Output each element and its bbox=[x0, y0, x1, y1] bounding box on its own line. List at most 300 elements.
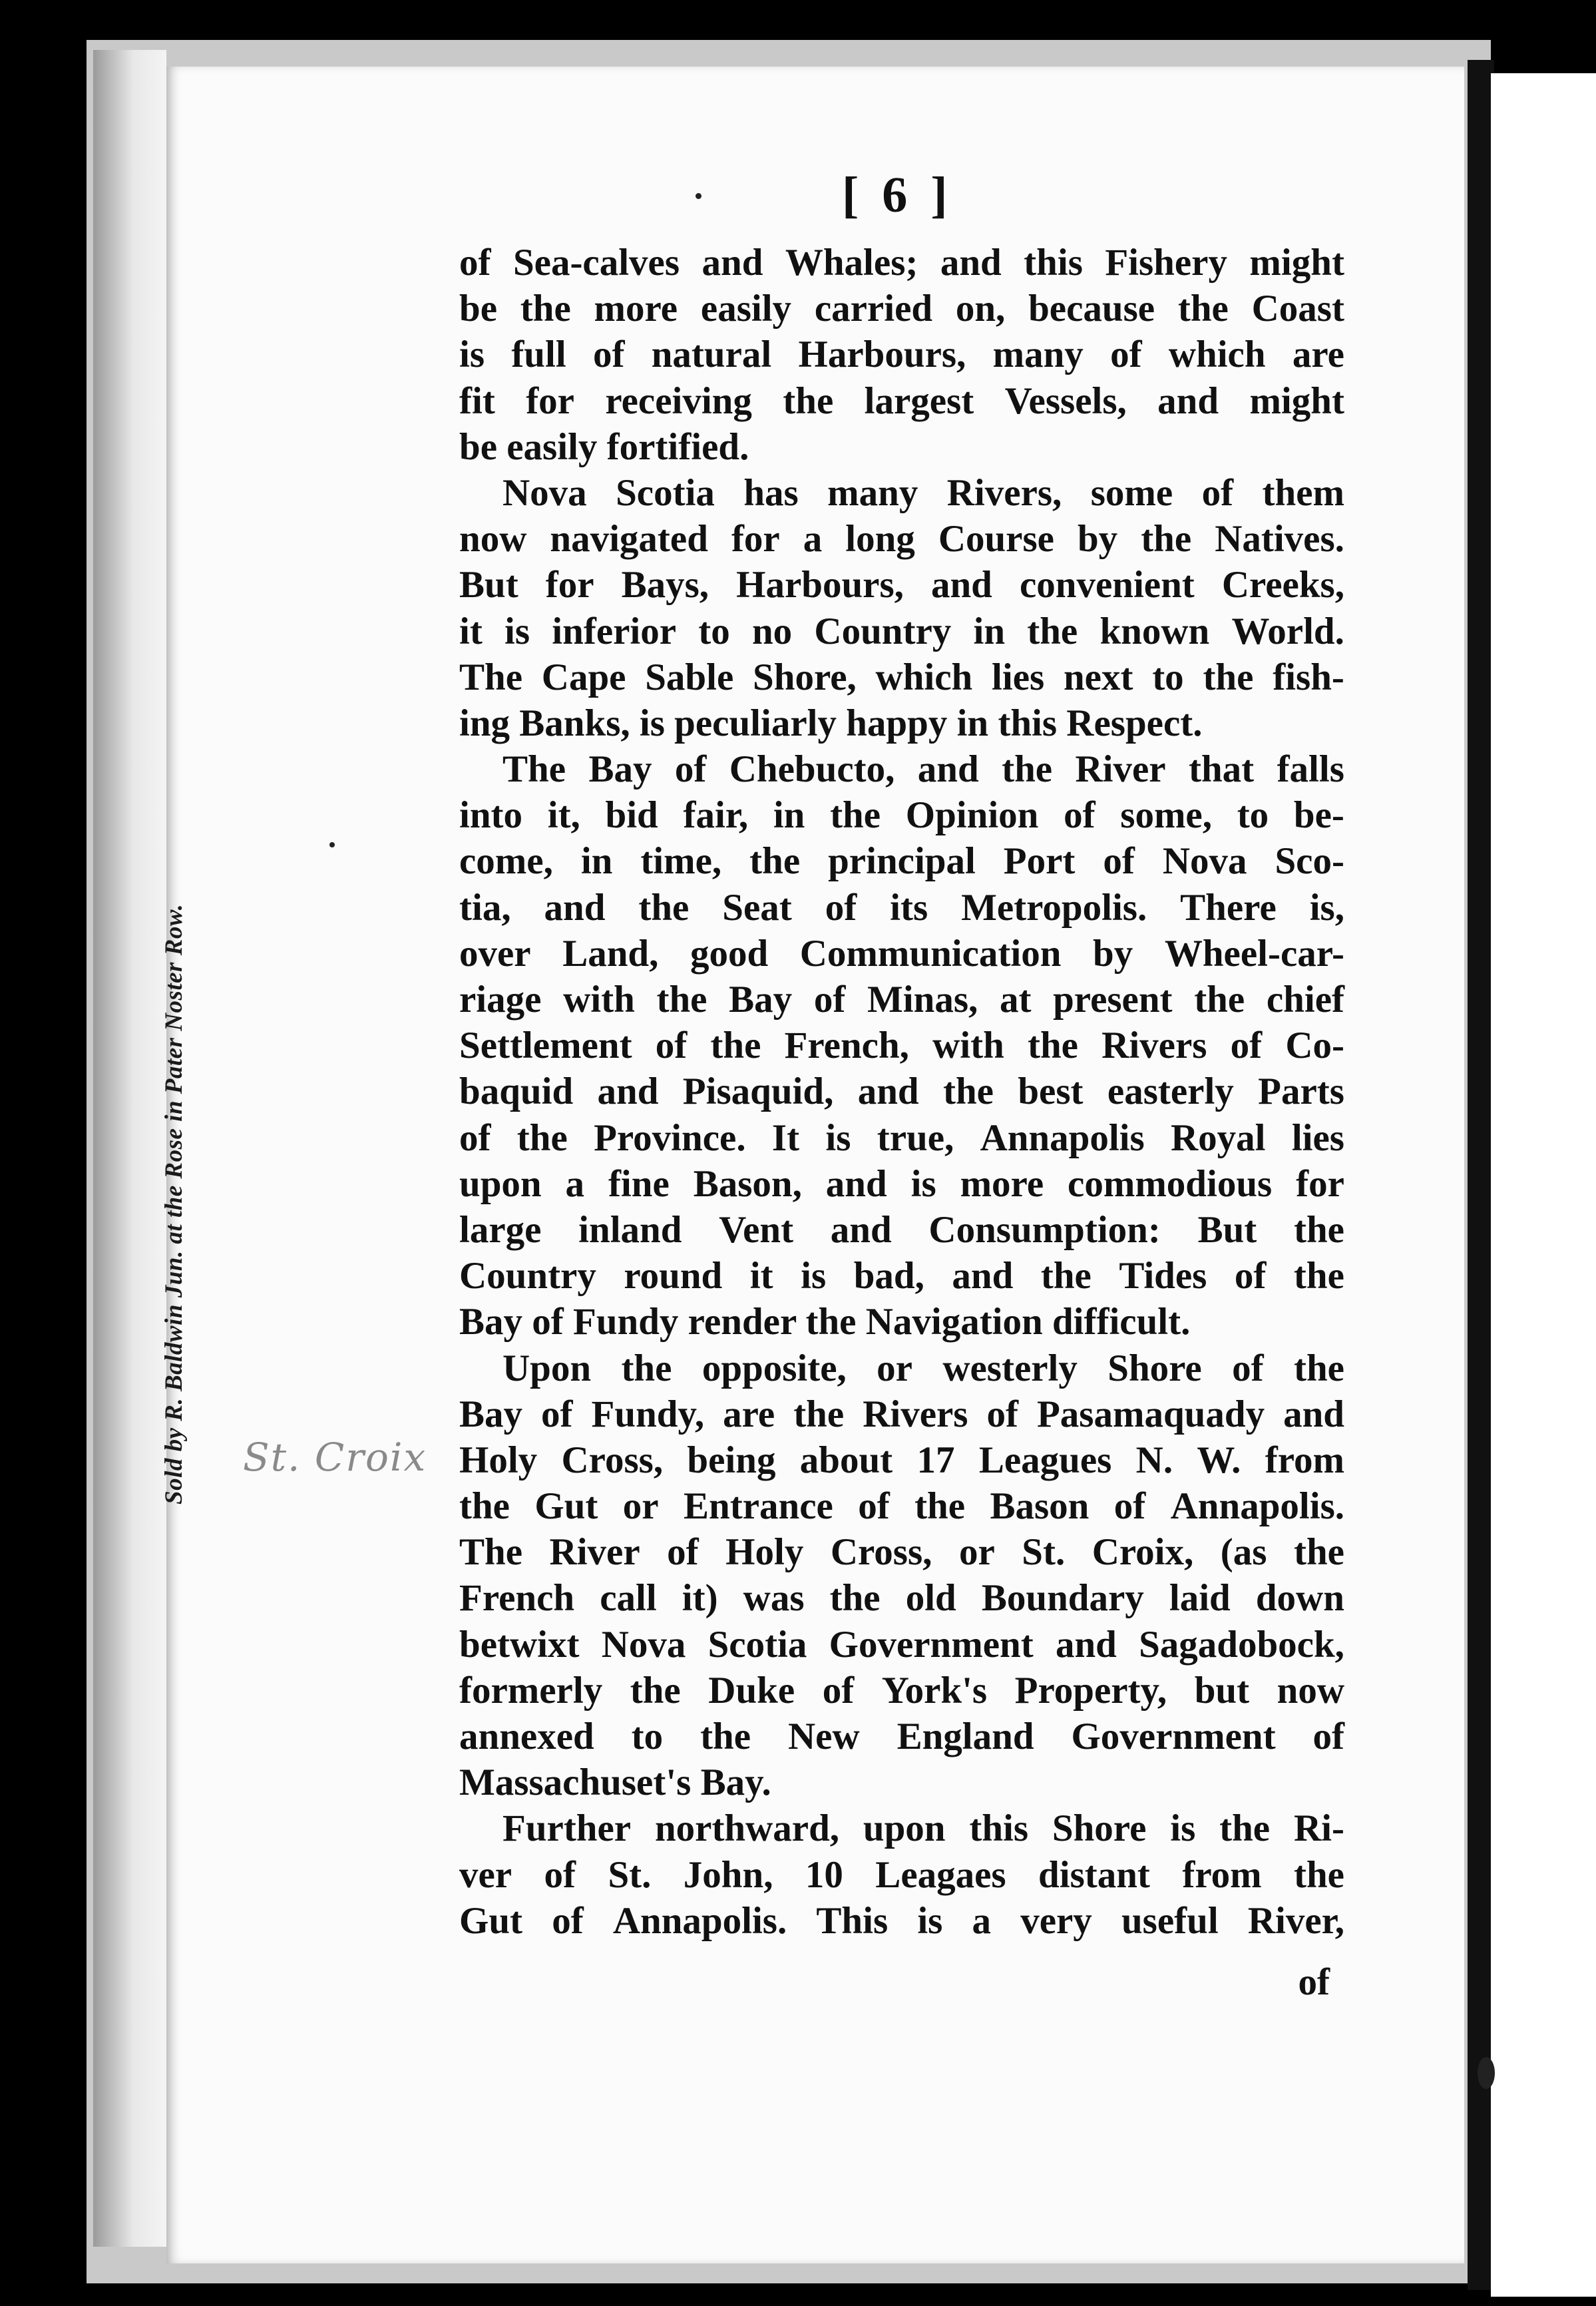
word: it) bbox=[682, 1577, 718, 1620]
word: is bbox=[1170, 1807, 1196, 1850]
word: for bbox=[1296, 1162, 1344, 1205]
text-line bbox=[459, 885, 1344, 931]
word: Nova bbox=[502, 471, 587, 514]
word: present bbox=[1053, 979, 1173, 1021]
word: There bbox=[1180, 886, 1277, 929]
word: Settlement bbox=[459, 1025, 632, 1067]
word: fair, bbox=[683, 794, 749, 837]
word: the bbox=[749, 840, 801, 883]
word: this bbox=[1024, 242, 1083, 284]
word: a bbox=[972, 1899, 992, 1942]
word: Metropolis. bbox=[961, 886, 1147, 929]
word: is bbox=[910, 1162, 936, 1205]
word: Vent bbox=[719, 1208, 794, 1251]
text-line bbox=[459, 286, 1344, 332]
catchword: of bbox=[1298, 1961, 1330, 2003]
word: and bbox=[952, 1255, 1014, 1297]
word: easterly bbox=[1107, 1070, 1234, 1113]
word: the bbox=[638, 886, 690, 929]
word: But bbox=[459, 564, 518, 606]
word: Country bbox=[814, 610, 952, 652]
word: Leagaes bbox=[875, 1853, 1006, 1896]
word: is bbox=[917, 1899, 943, 1942]
word: formerly bbox=[459, 1669, 603, 1712]
word: the bbox=[1028, 1025, 1078, 1067]
word: and bbox=[544, 886, 606, 929]
text-line bbox=[459, 378, 1344, 424]
word: in bbox=[580, 840, 613, 883]
word: the bbox=[1203, 656, 1254, 698]
word: fish- bbox=[1273, 656, 1344, 698]
word: W. bbox=[1197, 1439, 1241, 1481]
word: John, bbox=[683, 1853, 773, 1896]
word: 17 bbox=[916, 1439, 955, 1481]
word: upon bbox=[459, 1162, 542, 1205]
word: Cape bbox=[541, 656, 626, 698]
page-number: [ 6 ] bbox=[842, 167, 953, 223]
word: Scotia bbox=[707, 1623, 807, 1666]
text-line bbox=[459, 240, 1344, 286]
word: it, bbox=[547, 794, 580, 837]
word: the bbox=[459, 1485, 510, 1528]
text-line bbox=[459, 1575, 1344, 1621]
word: this bbox=[969, 1807, 1029, 1850]
word: the bbox=[1293, 1531, 1344, 1574]
word: Pasamaquady bbox=[1036, 1393, 1265, 1435]
word: be- bbox=[1293, 794, 1344, 837]
word: falls bbox=[1277, 748, 1344, 791]
word: of bbox=[544, 1853, 576, 1896]
word: with bbox=[932, 1025, 1004, 1067]
word: tia, bbox=[459, 886, 511, 929]
word: Consumption: bbox=[928, 1208, 1161, 1251]
word: Port bbox=[1003, 840, 1076, 883]
word: or bbox=[622, 1485, 659, 1528]
word: Bays, bbox=[621, 564, 709, 606]
word: and bbox=[917, 748, 979, 791]
word: no bbox=[751, 610, 793, 652]
word: the bbox=[630, 1669, 681, 1712]
word: of bbox=[825, 886, 857, 929]
word: full bbox=[511, 334, 566, 376]
word: Cross, bbox=[830, 1531, 932, 1574]
word: fit bbox=[459, 379, 495, 422]
word: its bbox=[890, 886, 928, 929]
text-line bbox=[459, 1345, 1344, 1391]
word: the bbox=[783, 379, 834, 422]
text-line bbox=[459, 1898, 1344, 1944]
word: baquid bbox=[459, 1070, 574, 1113]
ink-spot bbox=[1478, 2057, 1495, 2089]
word: because bbox=[1028, 288, 1155, 330]
word: the bbox=[1294, 1208, 1344, 1251]
word: But bbox=[1197, 1208, 1257, 1251]
word: England bbox=[897, 1716, 1034, 1757]
word: the bbox=[793, 1393, 845, 1435]
word: of bbox=[552, 1899, 584, 1942]
word: the bbox=[914, 1485, 966, 1528]
word: Holy bbox=[459, 1439, 538, 1481]
text-line bbox=[459, 1529, 1344, 1575]
word: is bbox=[825, 1116, 851, 1159]
word: long bbox=[845, 518, 915, 561]
word: Sea-calves bbox=[512, 242, 680, 284]
text-line bbox=[459, 654, 1344, 700]
word: and bbox=[1055, 1623, 1117, 1666]
word: commodious bbox=[1068, 1162, 1273, 1205]
word: laid bbox=[1169, 1577, 1231, 1620]
word: Land, bbox=[562, 932, 659, 975]
text-line bbox=[459, 608, 1344, 654]
word: the bbox=[830, 794, 881, 837]
text-line bbox=[459, 1253, 1344, 1299]
word: round bbox=[624, 1255, 723, 1297]
word: riage bbox=[459, 979, 542, 1021]
text-line bbox=[459, 931, 1344, 977]
word: Entrance bbox=[684, 1485, 833, 1528]
word: Government bbox=[1071, 1716, 1276, 1757]
word: down bbox=[1255, 1577, 1344, 1620]
word: and bbox=[940, 242, 1002, 284]
gutter-shadow bbox=[1468, 60, 1494, 2290]
word: bid bbox=[605, 794, 658, 837]
word: westerly bbox=[942, 1347, 1078, 1389]
word: the bbox=[1141, 518, 1192, 561]
word: Shore bbox=[1107, 1347, 1202, 1389]
word: of bbox=[1230, 1025, 1263, 1067]
word: about bbox=[799, 1439, 893, 1481]
text-line bbox=[459, 1668, 1344, 1714]
word: might bbox=[1249, 379, 1344, 422]
text-line bbox=[459, 516, 1344, 562]
word: and bbox=[830, 1208, 892, 1251]
word: or bbox=[877, 1347, 912, 1389]
word: good bbox=[690, 932, 769, 975]
word: Bason bbox=[990, 1485, 1090, 1528]
word: and bbox=[930, 564, 992, 606]
text-line bbox=[459, 1115, 1344, 1161]
word: come, bbox=[459, 840, 553, 883]
word: Course bbox=[938, 518, 1054, 561]
word: 10 bbox=[805, 1853, 843, 1896]
word: for bbox=[545, 564, 594, 606]
word: Natives. bbox=[1215, 518, 1344, 561]
word: Opinion bbox=[905, 794, 1039, 837]
word: the bbox=[1293, 1255, 1344, 1297]
word: for bbox=[731, 518, 780, 561]
word: Sco- bbox=[1275, 840, 1344, 883]
word: largest bbox=[864, 379, 974, 422]
word: The bbox=[459, 1531, 523, 1574]
word: are bbox=[1292, 334, 1344, 376]
text-line bbox=[459, 838, 1344, 884]
word: It bbox=[771, 1116, 800, 1159]
word: the bbox=[1219, 1807, 1271, 1850]
word: the bbox=[621, 1347, 672, 1389]
word: in bbox=[973, 610, 1006, 652]
word: Whales; bbox=[785, 242, 918, 284]
word: is bbox=[504, 610, 530, 652]
word: the bbox=[942, 1070, 994, 1113]
word: Country bbox=[459, 1255, 596, 1297]
word: ver bbox=[459, 1853, 512, 1896]
word: Bay bbox=[459, 1393, 523, 1435]
word: betwixt bbox=[459, 1623, 580, 1666]
word: Province. bbox=[594, 1116, 746, 1159]
word: Harbours, bbox=[736, 564, 904, 606]
word: some bbox=[1090, 471, 1173, 514]
word: River bbox=[1075, 748, 1166, 791]
word: Rivers, bbox=[946, 471, 1062, 514]
word: of bbox=[667, 1531, 699, 1574]
word: to bbox=[1152, 656, 1184, 698]
word: Minas, bbox=[867, 979, 978, 1021]
text-line bbox=[459, 470, 1344, 516]
word: St. bbox=[608, 1853, 652, 1896]
word: Seat bbox=[722, 886, 792, 929]
text-line bbox=[459, 1852, 1344, 1898]
word: next bbox=[1063, 656, 1133, 698]
text-line: ing Banks, is peculiarly happy in this Respect. bbox=[459, 702, 1203, 744]
word: and bbox=[857, 1070, 919, 1113]
word: of bbox=[1201, 471, 1234, 514]
word: Leagues bbox=[978, 1439, 1112, 1481]
word: fine bbox=[608, 1162, 670, 1205]
word: Co- bbox=[1285, 1025, 1344, 1067]
word: by bbox=[1077, 518, 1118, 561]
word: for bbox=[526, 379, 574, 422]
word: in bbox=[773, 794, 805, 837]
word: some, bbox=[1120, 794, 1212, 837]
word: Coast bbox=[1251, 288, 1344, 330]
word: to bbox=[631, 1716, 664, 1757]
word: to bbox=[1237, 794, 1269, 837]
word: useful bbox=[1121, 1899, 1219, 1942]
imprint-text: Sold by R. Baldwin Jun. at the Rose in Pater Noster Row. bbox=[160, 903, 188, 1504]
word: Chebucto, bbox=[729, 748, 895, 791]
word: Property, bbox=[1014, 1669, 1167, 1712]
word: Vessels, bbox=[1004, 379, 1127, 422]
word: upon bbox=[863, 1807, 946, 1850]
word: known bbox=[1099, 610, 1210, 652]
word: of bbox=[655, 1025, 688, 1067]
word: the bbox=[1177, 288, 1229, 330]
word: Royal bbox=[1171, 1116, 1266, 1159]
word: be bbox=[459, 288, 497, 330]
word: or bbox=[958, 1531, 995, 1574]
word: York's bbox=[881, 1669, 988, 1712]
word: Holy bbox=[725, 1531, 804, 1574]
word: it bbox=[749, 1255, 773, 1297]
word: navigated bbox=[550, 518, 708, 561]
word: a bbox=[803, 518, 823, 561]
word: the bbox=[1294, 1853, 1344, 1896]
word: annexed bbox=[459, 1716, 594, 1757]
word: the bbox=[516, 1116, 568, 1159]
word: over bbox=[459, 932, 531, 975]
word: distant bbox=[1038, 1853, 1150, 1896]
word: the bbox=[656, 979, 707, 1021]
word: of bbox=[813, 979, 846, 1021]
word: of bbox=[674, 748, 707, 791]
word: and bbox=[597, 1070, 659, 1113]
text-line bbox=[459, 1437, 1344, 1483]
word: old bbox=[905, 1577, 956, 1620]
text-line bbox=[459, 1805, 1344, 1851]
word: Shore bbox=[1052, 1807, 1147, 1850]
word: Shore, bbox=[753, 656, 857, 698]
word: from bbox=[1182, 1853, 1262, 1896]
word: Ri- bbox=[1293, 1807, 1344, 1850]
word: of bbox=[1103, 840, 1135, 883]
word: Parts bbox=[1258, 1070, 1344, 1113]
word: into bbox=[459, 794, 523, 837]
word: Sagadobock, bbox=[1139, 1623, 1344, 1666]
word: of bbox=[541, 1393, 573, 1435]
word: (as bbox=[1220, 1531, 1267, 1574]
word: has bbox=[743, 471, 799, 514]
word: the bbox=[1194, 979, 1245, 1021]
left-page-edge bbox=[93, 50, 166, 2247]
text-line: be easily fortified. bbox=[459, 425, 749, 468]
word: Gut bbox=[459, 1899, 523, 1942]
word: of bbox=[459, 242, 491, 284]
word: opposite, bbox=[701, 1347, 847, 1389]
text-line bbox=[459, 1207, 1344, 1253]
word: River bbox=[549, 1531, 640, 1574]
word: the bbox=[710, 1025, 761, 1067]
word: of bbox=[1110, 334, 1142, 376]
word: easily bbox=[700, 288, 792, 330]
word: Sable bbox=[645, 656, 734, 698]
word: it bbox=[459, 610, 483, 652]
word: from bbox=[1265, 1439, 1344, 1481]
word: chief bbox=[1266, 979, 1344, 1021]
word: many bbox=[827, 471, 918, 514]
word: Wheel-car- bbox=[1164, 932, 1344, 975]
ink-spot bbox=[329, 842, 335, 847]
word: bad, bbox=[853, 1255, 924, 1297]
word: Boundary bbox=[981, 1577, 1144, 1620]
word: and bbox=[1157, 379, 1219, 422]
word: French bbox=[459, 1577, 575, 1620]
word: of bbox=[1113, 1485, 1146, 1528]
word: is bbox=[801, 1255, 827, 1297]
word: by bbox=[1093, 932, 1133, 975]
word: carried bbox=[814, 288, 933, 330]
text-line bbox=[459, 1023, 1344, 1068]
word: which bbox=[875, 656, 973, 698]
word: of bbox=[1234, 1255, 1267, 1297]
word: of bbox=[822, 1669, 855, 1712]
word: Pisaquid, bbox=[682, 1070, 834, 1113]
word: is, bbox=[1309, 886, 1344, 929]
text-line bbox=[459, 1391, 1344, 1437]
word: lies bbox=[992, 656, 1045, 698]
text-line bbox=[459, 1714, 1344, 1759]
word: at bbox=[999, 979, 1032, 1021]
word: Upon bbox=[502, 1347, 592, 1389]
word: best bbox=[1018, 1070, 1084, 1113]
word: being bbox=[687, 1439, 776, 1481]
word: Duke bbox=[708, 1669, 795, 1712]
word: Further bbox=[502, 1807, 632, 1850]
right-page-edge bbox=[1491, 73, 1596, 2297]
word: receiving bbox=[605, 379, 752, 422]
word: Bay bbox=[588, 748, 652, 791]
word: Annapolis. bbox=[1170, 1485, 1344, 1528]
word: on, bbox=[955, 288, 1006, 330]
word: of bbox=[1064, 794, 1096, 837]
word: natural bbox=[651, 334, 772, 376]
word: are bbox=[723, 1393, 775, 1435]
word: Bason, bbox=[693, 1162, 802, 1205]
word: the bbox=[700, 1716, 751, 1757]
word: Fundy, bbox=[591, 1393, 705, 1435]
word: lies bbox=[1291, 1116, 1344, 1159]
word: them bbox=[1262, 471, 1344, 514]
word: very bbox=[1020, 1899, 1092, 1942]
word: the bbox=[829, 1577, 881, 1620]
text-line bbox=[459, 332, 1344, 377]
word: call bbox=[600, 1577, 657, 1620]
word: now bbox=[1277, 1669, 1344, 1712]
text-line bbox=[459, 562, 1344, 608]
word: principal bbox=[828, 840, 976, 883]
word: that bbox=[1189, 748, 1255, 791]
text-line bbox=[459, 1483, 1344, 1529]
ink-spot bbox=[696, 193, 701, 199]
word: is bbox=[459, 334, 485, 376]
word: of bbox=[592, 334, 625, 376]
text-line bbox=[459, 1161, 1344, 1207]
word: Rivers bbox=[863, 1393, 968, 1435]
word: the bbox=[520, 288, 571, 330]
word: This bbox=[816, 1899, 889, 1942]
word: more bbox=[960, 1162, 1044, 1205]
word: the bbox=[1002, 748, 1053, 791]
word: St. bbox=[1022, 1531, 1066, 1574]
word: Nova bbox=[601, 1623, 686, 1666]
word: Nova bbox=[1162, 840, 1247, 883]
word: Annapolis. bbox=[612, 1899, 787, 1942]
word: The bbox=[459, 656, 523, 698]
word: French, bbox=[784, 1025, 909, 1067]
word: and bbox=[1283, 1393, 1344, 1435]
word: N. bbox=[1135, 1439, 1173, 1481]
word: the bbox=[1293, 1347, 1344, 1389]
word: of bbox=[1312, 1716, 1344, 1757]
word: Rivers bbox=[1101, 1025, 1207, 1067]
text-line bbox=[459, 792, 1344, 838]
word: of bbox=[459, 1116, 491, 1159]
word: Tides bbox=[1119, 1255, 1207, 1297]
word: of bbox=[858, 1485, 890, 1528]
word: World. bbox=[1231, 610, 1344, 652]
body-text bbox=[459, 240, 1344, 1944]
word: Gut bbox=[534, 1485, 598, 1528]
word: many bbox=[992, 334, 1084, 376]
word: which bbox=[1168, 334, 1266, 376]
word: now bbox=[459, 518, 527, 561]
text-line bbox=[459, 746, 1344, 792]
word: inferior bbox=[552, 610, 677, 652]
word: to bbox=[698, 610, 730, 652]
word: Communication bbox=[799, 932, 1062, 975]
text-line: Massachuset's Bay. bbox=[459, 1761, 771, 1804]
handwritten-annotation: St. Croix bbox=[243, 1435, 427, 1480]
word: River, bbox=[1247, 1899, 1344, 1942]
